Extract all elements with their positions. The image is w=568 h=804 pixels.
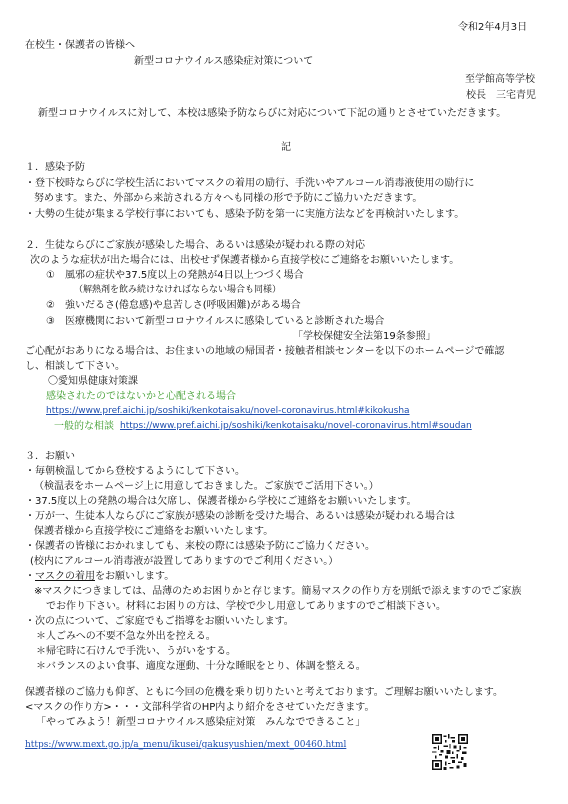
symptom-item: ② 強いだるさ(倦怠感)や息苦しさ(呼吸困難)がある場合 <box>46 300 301 311</box>
principal-name: 校長 三宅青児 <box>466 90 536 101</box>
addressee: 在校生・保護者の皆様へ <box>25 40 135 51</box>
law-reference: 「学校保健安全法第19条参照」 <box>293 331 436 342</box>
school-name: 至学館高等学校 <box>465 74 535 85</box>
section2-heading: ２．生徒ならびにご家族が感染した場合、あるいは感染が疑われる際の対応 <box>25 240 365 251</box>
request-line: (校内にアルコール消毒液が設置してありますのでご利用ください。） <box>30 556 339 567</box>
soudan-label: 一般的な相談 <box>54 421 114 432</box>
section1-line: 努めます。また、外部から来訪される方々へも同様の形で予防にご協力いただきます。 <box>34 193 423 204</box>
kikokusha-label: 感染されたのではないかと心配される場合 <box>46 391 236 402</box>
request-line: ・毎朝検温してから登校するようにして下さい。 <box>25 466 245 477</box>
section3-heading: ３．お願い <box>25 451 75 462</box>
date: 令和2年4月3日 <box>458 22 528 33</box>
request-line: 保護者様から直接学校にご連絡をお願いいたします。 <box>34 526 274 537</box>
section1-heading: １．感染予防 <box>25 162 85 173</box>
qr-code <box>432 734 468 770</box>
symptom-item: ③ 医療機関において新型コロナウイルスに感染していると診断された場合 <box>46 316 385 327</box>
request-line: ・次の点について、ご家庭でもご指導をお願いいたします。 <box>25 616 294 627</box>
mask-wearing-text: マスクの着用 <box>35 571 95 582</box>
request-line: （検温表をホームページ上に用意しておきました。ご家族でご活用下さい。） <box>34 481 379 492</box>
request-line: ・万が一、生徒本人ならびにご家族が感染の診断を受けた場合、あるいは感染が疑われる場合は <box>25 511 455 522</box>
request-line: ＊バランスのよい食事、適度な運動、十分な睡眠をとり、体調を整える。 <box>36 661 366 672</box>
request-line: ＊帰宅時に石けんで手洗い、うがいをする。 <box>36 646 236 657</box>
request-line: ※マスクにつきましては、品薄のためお困りかと存じます。簡易マスクの作り方を別紙で添えますのでご家族 <box>34 586 522 597</box>
ki-heading: 記 <box>281 142 291 153</box>
section1-line: ・大勢の生徒が集まる学校行事においても、感染予防を第一に実施方法などを再検討いたします。 <box>25 209 465 220</box>
closing-line: 保護者様のご協力も仰ぎ、ともに今回の危機を乗り切りたいと考えております。ご理解お願いいたします。 <box>25 687 503 698</box>
document-title: 新型コロナウイルス感染症対策について <box>134 56 314 67</box>
section2-lead: 次のような症状が出た場合には、出校せず保護者様から直接学校にご連絡をお願いいたします。 <box>30 255 460 266</box>
soudan-link[interactable]: https://www.pref.aichi.jp/soshiki/kenkotaisaku/novel-coronavirus.html#soudan <box>120 421 472 431</box>
closing-line: 「やってみよう！新型コロナウイルス感染症対策 みんなでできること」 <box>36 717 366 728</box>
bullet: ・ <box>25 571 35 582</box>
consult-text: し、相談して下さい。 <box>25 361 125 372</box>
request-line: でお作り下さい。材料にお困りの方は、学校で少し用意してありますのでご相談下さい。 <box>46 601 446 612</box>
symptom-item: ① 風邪の症状や37.5度以上の発熱が4日以上つづく場合 <box>46 270 304 281</box>
request-line: ＊人ごみへの不要不急な外出を控える。 <box>36 631 216 642</box>
request-line: ・37.5度以上の発熱の場合は欠席し、保護者様から学校にご連絡をお願いいたします。 <box>25 496 417 507</box>
mask-request-text: をお願いします。 <box>95 571 175 582</box>
mext-link[interactable]: https://www.mext.go.jp/a_menu/ikusei/gakusyushien/mext_00460.html <box>25 740 347 750</box>
kikokusha-link[interactable]: https://www.pref.aichi.jp/soshiki/kenkotaisaku/novel-coronavirus.html#kikokusha <box>46 406 410 416</box>
request-line: ・保護者の皆様におかれましても、来校の際には感染予防にご協力ください。 <box>25 541 375 552</box>
section1-line: ・登下校時ならびに学校生活においてマスクの着用の励行、手洗いやアルコール消毒液使用の励行に <box>25 178 475 189</box>
consult-text: ご心配がおありになる場合は、お住まいの地域の帰国者・接触者相談センターを以下のホームページで確認 <box>25 346 505 357</box>
intro-text: 新型コロナウイルスに対して、本校は感染予防ならびに対応について下記の通りとさせていただきます。 <box>38 108 507 119</box>
mask-request-line <box>25 571 174 583</box>
symptom-note: （解熱剤を飲み続けなければならない場合も同様） <box>74 285 282 295</box>
closing-line: <マスクの作り方>・・・文部科学省のHP内より紹介をさせていただきます。 <box>25 702 375 713</box>
department-name: 〇愛知県健康対策課 <box>48 376 138 387</box>
